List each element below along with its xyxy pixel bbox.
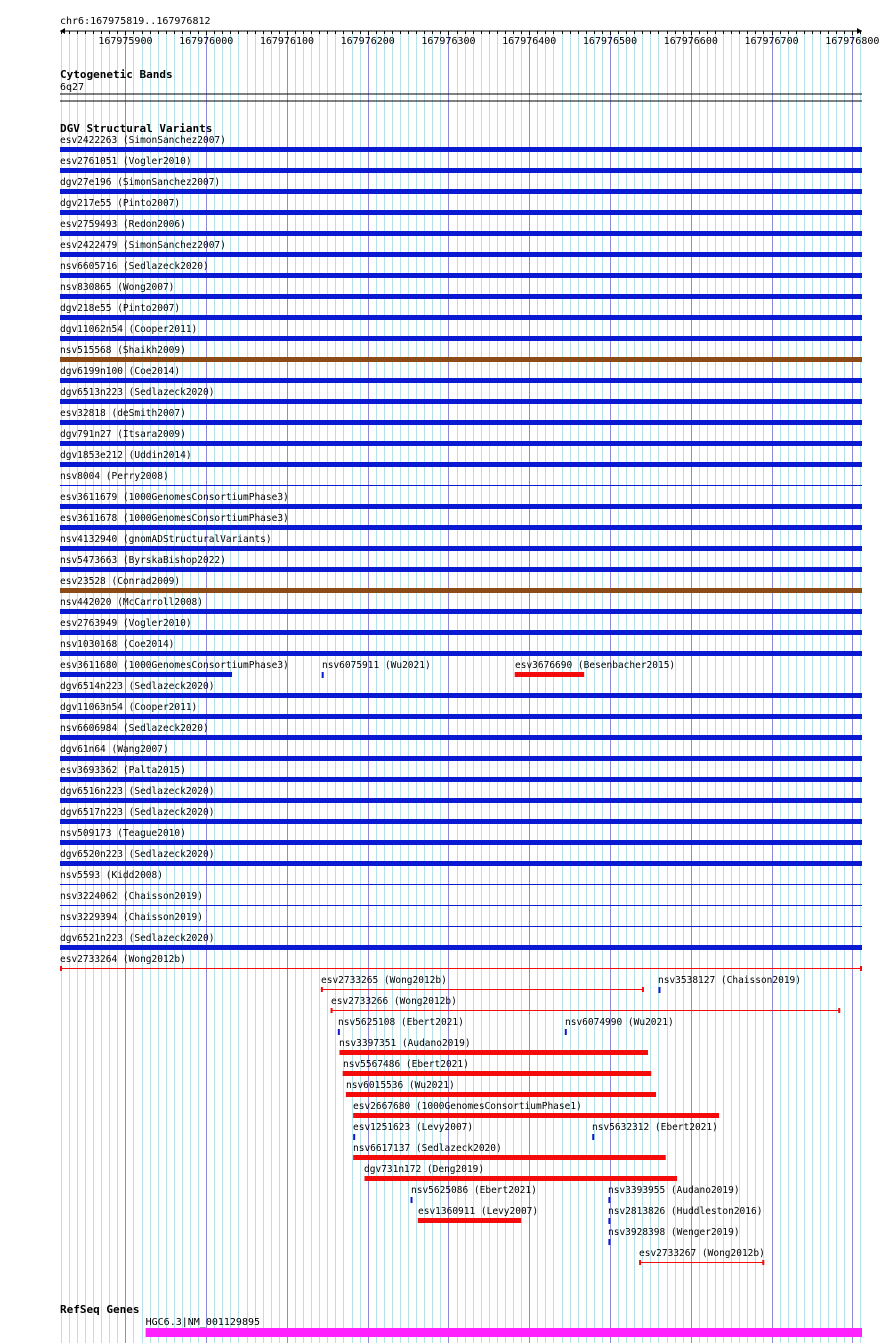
dgv-feature-bar[interactable] — [60, 756, 862, 761]
dgv-feature-label[interactable]: esv1360911 (Levy2007) — [418, 1206, 539, 1217]
dgv-feature-bar[interactable] — [60, 693, 862, 698]
dgv-feature-bar[interactable] — [60, 777, 862, 782]
dgv-feature-label[interactable]: dgv6521n223 (Sedlazeck2020) — [60, 933, 215, 944]
dgv-feature-label[interactable]: dgv731n172 (Deng2019) — [364, 1164, 485, 1175]
dgv-feature[interactable] — [60, 492, 862, 509]
dgv-feature-bar[interactable] — [60, 336, 862, 341]
dgv-feature-label[interactable]: esv2422263 (SimonSanchez2007) — [60, 135, 226, 146]
dgv-feature-label[interactable]: esv2761051 (Vogler2010) — [60, 156, 192, 167]
dgv-feature-label[interactable]: nsv6074990 (Wu2021) — [565, 1017, 674, 1028]
dgv-feature[interactable] — [60, 534, 862, 551]
dgv-feature-label[interactable]: esv3676690 (Besenbacher2015) — [515, 660, 676, 671]
dgv-feature[interactable] — [639, 1248, 765, 1265]
dgv-feature-start-cap — [331, 1008, 333, 1013]
dgv-feature[interactable] — [60, 807, 862, 824]
ruler-tick-label: 167976100 — [259, 36, 315, 47]
ruler-tick-label: 167976000 — [179, 36, 234, 47]
dgv-feature-label[interactable]: nsv442020 (McCarroll2008) — [60, 597, 203, 608]
dgv-feature[interactable] — [343, 1059, 652, 1076]
dgv-feature-tick[interactable] — [592, 1134, 594, 1140]
dgv-feature-bar[interactable] — [60, 147, 862, 152]
dgv-feature-label[interactable]: esv32818 (deSmith2007) — [60, 408, 186, 419]
dgv-feature[interactable] — [60, 849, 862, 866]
dgv-feature-bar[interactable] — [60, 252, 862, 257]
dgv-feature-label[interactable]: dgv11062n54 (Cooper2011) — [60, 324, 198, 335]
dgv-feature[interactable] — [60, 681, 862, 698]
ruler-tick-label: 167976200 — [340, 36, 395, 47]
dgv-feature-label[interactable]: nsv1030168 (Coe2014) — [60, 639, 175, 650]
dgv-feature[interactable] — [60, 366, 862, 383]
dgv-feature-bar[interactable] — [353, 1155, 666, 1160]
dgv-feature-label[interactable]: esv2733267 (Wong2012b) — [639, 1248, 765, 1259]
dgv-feature-label[interactable]: nsv3928398 (Wenger2019) — [608, 1227, 740, 1238]
dgv-feature-label[interactable]: dgv217e55 (Pinto2007) — [60, 198, 181, 209]
dgv-feature-tick[interactable] — [608, 1197, 610, 1203]
dgv-feature[interactable] — [60, 597, 862, 614]
dgv-feature-bar[interactable] — [60, 945, 862, 950]
dgv-feature-label[interactable]: dgv6517n223 (Sedlazeck2020) — [60, 807, 215, 818]
dgv-feature[interactable] — [658, 975, 801, 993]
ruler — [60, 16, 879, 47]
dgv-feature-bar[interactable] — [60, 420, 862, 425]
cyto-title: Cytogenetic Bands — [60, 68, 173, 81]
dgv-feature[interactable] — [60, 135, 862, 152]
dgv-title: DGV Structural Variants — [60, 122, 213, 135]
dgv-feature[interactable] — [608, 1227, 740, 1245]
dgv-feature-tick[interactable] — [338, 1029, 340, 1035]
dgv-feature[interactable] — [565, 1017, 674, 1035]
ruler-location: chr6:167975819..167976812 — [60, 16, 211, 27]
dgv-feature-bar[interactable] — [60, 273, 862, 278]
dgv-feature-bar[interactable] — [60, 462, 862, 467]
dgv-feature-label[interactable]: nsv5632312 (Ebert2021) — [592, 1122, 718, 1133]
dgv-feature-label[interactable]: esv23528 (Conrad2009) — [60, 576, 181, 587]
dgv-feature-tick[interactable] — [322, 672, 324, 678]
dgv-feature[interactable] — [60, 324, 862, 341]
dgv-feature-label[interactable]: esv2422479 (SimonSanchez2007) — [60, 240, 226, 251]
dgv-feature[interactable] — [60, 240, 862, 257]
dgv-feature[interactable] — [60, 744, 862, 761]
dgv-feature-tick[interactable] — [411, 1197, 413, 1203]
dgv-feature-bar[interactable] — [60, 294, 862, 299]
dgv-feature-bar[interactable] — [60, 525, 862, 530]
dgv-feature-bar[interactable] — [60, 189, 862, 194]
dgv-feature[interactable] — [60, 870, 862, 885]
cytogenetic-bands-track — [60, 68, 862, 101]
dgv-feature[interactable] — [60, 282, 862, 299]
dgv-feature[interactable] — [60, 177, 862, 194]
ruler-tick-label: 167976300 — [421, 36, 476, 47]
dgv-feature-bar[interactable] — [60, 609, 862, 614]
ruler-tick-label: 167976600 — [663, 36, 718, 47]
dgv-feature-label[interactable]: esv3611679 (1000GenomesConsortiumPhase3) — [60, 492, 289, 503]
dgv-feature[interactable] — [60, 639, 862, 656]
dgv-feature[interactable] — [60, 723, 862, 740]
dgv-feature-label[interactable]: nsv830865 (Wong2007) — [60, 282, 175, 293]
dgv-feature[interactable] — [60, 471, 862, 486]
dgv-feature-label[interactable]: nsv5625086 (Ebert2021) — [411, 1185, 537, 1196]
dgv-feature-bar[interactable] — [60, 651, 862, 656]
dgv-feature-label[interactable]: nsv6606984 (Sedlazeck2020) — [60, 723, 209, 734]
dgv-feature-label[interactable]: esv3611680 (1000GenomesConsortiumPhase3) — [60, 660, 289, 671]
dgv-feature-label[interactable]: dgv61n64 (Wang2007) — [60, 744, 169, 755]
dgv-feature-bar[interactable] — [60, 357, 862, 362]
dgv-feature-tick[interactable] — [608, 1239, 610, 1245]
dgv-feature-label[interactable]: dgv6513n223 (Sedlazeck2020) — [60, 387, 215, 398]
dgv-features — [60, 135, 862, 1265]
dgv-feature-end-cap — [642, 987, 644, 992]
dgv-feature[interactable] — [60, 198, 862, 215]
dgv-feature-label[interactable]: esv3611678 (1000GenomesConsortiumPhase3) — [60, 513, 289, 524]
dgv-feature-start-cap — [60, 966, 62, 971]
ruler-tick-label: 167976400 — [502, 36, 557, 47]
dgv-feature-label[interactable]: nsv3397351 (Audano2019) — [339, 1038, 471, 1049]
dgv-feature-end-cap — [860, 966, 862, 971]
dgv-feature-bar[interactable] — [60, 819, 862, 824]
dgv-feature-bar[interactable] — [60, 840, 862, 845]
dgv-feature-label[interactable]: esv2759493 (Redon2006) — [60, 219, 186, 230]
dgv-feature[interactable] — [60, 576, 862, 593]
dgv-feature-label[interactable]: dgv6516n223 (Sedlazeck2020) — [60, 786, 215, 797]
dgv-feature-tick[interactable] — [608, 1218, 610, 1224]
dgv-feature-tick[interactable] — [353, 1134, 355, 1140]
dgv-feature-bar[interactable] — [60, 231, 862, 236]
dgv-feature-label[interactable]: esv2667680 (1000GenomesConsortiumPhase1) — [353, 1101, 582, 1112]
dgv-feature[interactable] — [60, 954, 862, 971]
ruler-right-arrow — [857, 28, 862, 34]
dgv-feature[interactable] — [321, 975, 644, 992]
dgv-feature-label[interactable]: nsv6015536 (Wu2021) — [346, 1080, 455, 1091]
ruler-tick-label: 167976700 — [744, 36, 799, 47]
dgv-feature[interactable] — [608, 1185, 740, 1203]
dgv-feature-label[interactable]: esv2763949 (Vogler2010) — [60, 618, 192, 629]
refseq-gene-label[interactable]: HGC6.3|NM_001129895 — [145, 1317, 261, 1328]
dgv-feature-label[interactable]: nsv8004 (Perry2008) — [60, 471, 169, 482]
dgv-feature[interactable] — [364, 1164, 677, 1181]
dgv-feature-tick[interactable] — [658, 987, 660, 993]
dgv-feature-label[interactable]: dgv218e55 (Pinto2007) — [60, 303, 181, 314]
dgv-feature[interactable] — [60, 303, 862, 320]
dgv-feature-label[interactable]: nsv4132940 (gnomADStructuralVariants) — [60, 534, 272, 545]
dgv-track — [60, 122, 862, 1265]
refseq-title: RefSeq Genes — [60, 1303, 140, 1316]
dgv-feature-bar[interactable] — [60, 630, 862, 635]
dgv-feature[interactable] — [60, 912, 862, 927]
dgv-feature-start-cap — [639, 1260, 641, 1265]
dgv-feature-bar[interactable] — [60, 546, 862, 551]
dgv-feature-label[interactable]: nsv5593 (Kidd2008) — [60, 870, 163, 881]
dgv-feature[interactable] — [60, 450, 862, 467]
refseq-track — [60, 1303, 862, 1337]
dgv-feature-end-cap — [838, 1008, 840, 1013]
dgv-feature[interactable] — [60, 156, 862, 173]
dgv-feature-label[interactable]: nsv515568 (Shaikh2009) — [60, 345, 186, 356]
dgv-feature-label[interactable]: esv2733264 (Wong2012b) — [60, 954, 186, 965]
ruler-tick-label: 167976800 — [825, 36, 880, 47]
ruler-ticks — [62, 31, 880, 47]
ruler-tick-label: 167976500 — [582, 36, 638, 47]
dgv-feature-tick[interactable] — [565, 1029, 567, 1035]
dgv-feature[interactable] — [353, 1101, 719, 1118]
dgv-feature-label[interactable]: nsv5473663 (ByrskaBishop2022) — [60, 555, 226, 566]
dgv-feature-label[interactable]: nsv6075911 (Wu2021) — [322, 660, 431, 671]
dgv-feature-bar[interactable] — [60, 315, 862, 320]
dgv-feature-bar[interactable] — [60, 567, 862, 572]
dgv-feature-label[interactable]: esv3693362 (Palta2015) — [60, 765, 186, 776]
dgv-feature-label[interactable]: nsv2813826 (Huddleston2016) — [608, 1206, 763, 1217]
dgv-feature-bar[interactable] — [353, 1113, 719, 1118]
dgv-feature-bar[interactable] — [60, 441, 862, 446]
dgv-feature[interactable] — [346, 1080, 656, 1097]
dgv-feature-label[interactable]: esv2733266 (Wong2012b) — [331, 996, 457, 1007]
dgv-feature[interactable] — [60, 828, 862, 845]
dgv-feature[interactable] — [353, 1122, 473, 1140]
dgv-feature-bar[interactable] — [60, 504, 862, 509]
dgv-feature[interactable] — [60, 387, 862, 404]
dgv-feature[interactable] — [60, 933, 862, 950]
dgv-feature-label[interactable]: nsv3538127 (Chaisson2019) — [658, 975, 801, 986]
dgv-feature-label[interactable]: dgv11063n54 (Cooper2011) — [60, 702, 198, 713]
dgv-feature[interactable] — [60, 408, 862, 425]
dgv-feature-bar[interactable] — [60, 399, 862, 404]
dgv-feature[interactable] — [60, 891, 862, 906]
dgv-feature[interactable] — [60, 555, 862, 572]
dgv-feature-label[interactable]: nsv3229394 (Chaisson2019) — [60, 912, 203, 923]
dgv-feature-bar[interactable] — [60, 210, 862, 215]
dgv-feature-bar[interactable] — [339, 1050, 648, 1055]
dgv-feature-label[interactable]: dgv791n27 (Itsara2009) — [60, 429, 186, 440]
dgv-feature[interactable] — [60, 618, 862, 635]
ruler-tick-label: 167975900 — [98, 36, 153, 47]
dgv-feature-label[interactable]: esv2733265 (Wong2012b) — [321, 975, 447, 986]
dgv-feature-bar[interactable] — [515, 672, 584, 677]
dgv-feature-end-cap — [762, 1260, 764, 1265]
dgv-feature-start-cap — [321, 987, 323, 992]
dgv-feature[interactable] — [60, 219, 862, 236]
dgv-feature-label[interactable]: nsv6605716 (Sedlazeck2020) — [60, 261, 209, 272]
dgv-feature[interactable] — [60, 786, 862, 803]
dgv-feature-bar[interactable] — [60, 378, 862, 383]
dgv-feature-label[interactable]: dgv6199n100 (Coe2014) — [60, 366, 181, 377]
dgv-feature[interactable] — [60, 765, 862, 782]
dgv-feature[interactable] — [418, 1206, 538, 1223]
dgv-feature-label[interactable]: dgv1853e212 (Uddin2014) — [60, 450, 192, 461]
dgv-feature-bar[interactable] — [60, 168, 862, 173]
dgv-feature-bar[interactable] — [343, 1071, 652, 1076]
dgv-feature-bar[interactable] — [346, 1092, 656, 1097]
dgv-feature[interactable] — [60, 660, 289, 677]
dgv-feature-label[interactable]: dgv27e196 (SimonSanchez2007) — [60, 177, 221, 188]
refseq-gene-bar[interactable] — [146, 1328, 862, 1337]
dgv-feature-label[interactable]: nsv6617137 (Sedlazeck2020) — [353, 1143, 502, 1154]
dgv-feature-label[interactable]: nsv3393955 (Audano2019) — [608, 1185, 740, 1196]
ruler-left-arrow — [60, 28, 65, 34]
dgv-feature-label[interactable]: dgv6520n223 (Sedlazeck2020) — [60, 849, 215, 860]
dgv-feature-bar[interactable] — [60, 714, 862, 719]
dgv-feature-label[interactable]: nsv3224062 (Chaisson2019) — [60, 891, 203, 902]
dgv-feature-label[interactable]: nsv5625108 (Ebert2021) — [338, 1017, 464, 1028]
dgv-feature[interactable] — [60, 261, 862, 278]
dgv-feature-bar[interactable] — [60, 672, 232, 677]
dgv-feature-label[interactable]: nsv509173 (Teague2010) — [60, 828, 186, 839]
dgv-feature-label[interactable]: esv1251623 (Levy2007) — [353, 1122, 474, 1133]
cyto-band-label: 6q27 — [60, 82, 85, 93]
dgv-feature-bar[interactable] — [60, 588, 862, 593]
dgv-feature[interactable] — [60, 429, 862, 446]
dgv-feature[interactable] — [60, 513, 862, 530]
dgv-feature[interactable] — [60, 345, 862, 362]
dgv-feature-label[interactable]: dgv6514n223 (Sedlazeck2020) — [60, 681, 215, 692]
dgv-feature[interactable] — [60, 702, 862, 719]
dgv-feature-bar[interactable] — [60, 798, 862, 803]
dgv-feature-bar[interactable] — [364, 1176, 677, 1181]
dgv-feature-label[interactable]: nsv5567486 (Ebert2021) — [343, 1059, 469, 1070]
dgv-feature-bar[interactable] — [60, 861, 862, 866]
dgv-feature-bar[interactable] — [418, 1218, 521, 1223]
dgv-feature[interactable] — [339, 1038, 648, 1055]
dgv-feature-bar[interactable] — [60, 735, 862, 740]
